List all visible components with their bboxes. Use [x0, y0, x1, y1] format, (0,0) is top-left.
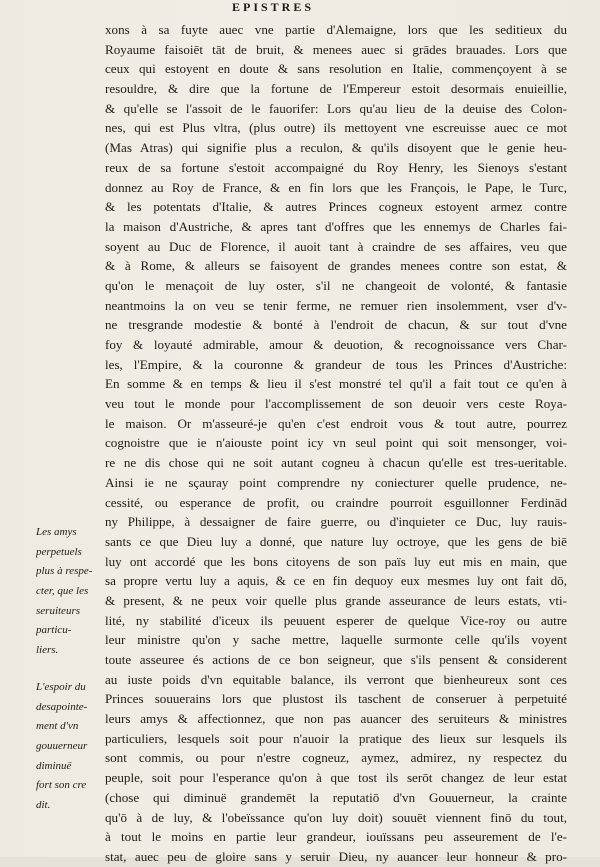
text-line: foy & loyauté admirable, amour & deuotion, & recognoissance vers Char- — [105, 337, 567, 352]
margin-note-line: cter, que les — [36, 585, 89, 598]
text-line: leurs amys & affectionnez, que non pas auancer des seruiteurs & ministres — [105, 711, 567, 727]
text-line: Princes souuerains lors que plustost ils taschent de conseruer à perpetuité — [105, 691, 567, 707]
text-line: Royaume faisoiēt tāt de bruit, & menees auec si grādes brauades. Lors que — [105, 41, 567, 57]
margin-note-line: dit. — [36, 798, 51, 811]
text-line: toute asseuree és actions de ce bon seigneur, que s'ils pensent & considerent — [105, 652, 567, 667]
text-line: cognoistre que ie n'aiouste point icy vn seul point qui soit mensonger, voi- — [105, 435, 567, 451]
text-line: ne tresgrande modestie & bonté à l'endroit de chacun, & sur tout d'vne — [105, 317, 567, 333]
text-line: (chose qui diminuë grandemēt la reputatiō d'vn Gouuerneur, la crainte — [105, 789, 567, 805]
margin-note-line: L'espoir du — [36, 680, 86, 693]
margin-notes — [36, 523, 102, 816]
text-line: re ne dis chose qui ne soit autant cogneu à chacun qu'elle est tres-ueritable. — [105, 455, 567, 471]
body-text — [105, 20, 567, 867]
margin-note-line: liers. — [36, 644, 59, 657]
text-line: luy ont accordé que les bons citoyens de son païs luy eut mis en main, que — [105, 553, 567, 569]
text-line: xons à sa fuyte auec vne partie d'Alemaigne, lors que les seditieux du — [105, 22, 567, 37]
margin-note-line: perpetuels — [36, 545, 82, 558]
text-line: (Mas Atras) qui signifie plus a reculon, & qu'ils disoyent que le genie heu- — [105, 140, 567, 156]
text-line: nes, qui est Plus vltra, (plus outre) ils mettoyent vne escreuisse auec ce mot — [105, 120, 567, 136]
margin-note-line: ment d'vn — [36, 720, 79, 733]
margin-note-line: desapointe- — [36, 700, 88, 713]
text-line: particuliers, lesquels soit pour n'auoir la pratique des lieux sur lesquels ils — [105, 730, 567, 746]
text-line: qu'ō à de luy, & l'obeïssance qu'on luy doit) souuēt viennent finō du tout, — [105, 809, 567, 825]
margin-note-line: gouuerneur — [36, 739, 88, 752]
text-line: cessité, ou esperance de profit, ou craindre pourroit esguillonner Ferdinād — [105, 494, 567, 510]
margin-note-line: Les amys — [36, 526, 77, 538]
text-line: lité, ny stabilité d'iceux ils peuuent esperer de quelque Vice-roy ou autre — [105, 612, 567, 628]
text-line: veu tout le monde pour l'accomplissement de son deuoir vers ceste Roya- — [105, 396, 567, 412]
text-line: & present, & ne peux voir quelle plus grande asseurance de leurs estats, vti- — [105, 592, 567, 608]
margin-note-line: particu- — [36, 624, 72, 637]
text-line: donnez au Roy de France, & en fin lors que les François, le Pape, le Turc, — [105, 179, 567, 195]
text-line: leur ministre qu'on y sache mettre, laquelle surmonte celle qu'ils voyent — [105, 632, 567, 648]
text-line: & à Rome, & alleurs se faisoyent de grandes menees contre son estat, & — [105, 258, 567, 274]
text-line: sont commis, ou pour n'estre cogneuz, aymez, admirez, ny respectez du — [105, 750, 567, 766]
text-line: resouldre, & dire que la fortune de l'Empereur estoit desormais enuieillie, — [105, 81, 567, 97]
text-line: reux de sa fortune s'estoit accompaigné du Roy Henry, les Sienoys s'estant — [105, 159, 567, 175]
text-line: ceux qui estoyent en doute & sans resolution en Italie, commençoyent à se — [105, 61, 567, 77]
margin-note-line: diminuë — [36, 759, 72, 772]
margin-gap — [36, 661, 102, 678]
text-line: & qu'elle se l'assoit de le fauorifer: Lors qu'au lieu de la deuise des Colon- — [105, 100, 567, 116]
running-title: EPISTRES — [232, 0, 315, 14]
text-line: En somme & en temps & lieu il s'est monstré tel qu'il a fait tout ce qu'en à — [105, 376, 567, 392]
text-line: Ainsi ie ne sçauray point comprendre ny coniecturer quelle prudence, ne- — [105, 474, 567, 490]
text-line: stat, auec peu de gloire sans y seruir Dieu, ny auancer leur honneur & pro- — [105, 848, 567, 864]
text-line: peuple, soit pour l'esperance qu'on à que tost ils serōt changez de leur estat — [105, 770, 567, 786]
margin-note-line: fort son cre — [36, 779, 87, 792]
text-line: la maison d'Austriche, & apres tant d'offres que les ennemys de Charles fai- — [105, 218, 567, 234]
text-line: sants ce que Dieu luy a donné, que nature luy octroye, que les gens de biē — [105, 533, 567, 549]
text-line: qu'on le menaçoit de luy oster, s'il ne changeoit de volonté, & fantasie — [105, 277, 567, 293]
text-line: soyent au Duc de Florence, il auoit tant à craindre de ses affaires, veu que — [105, 238, 567, 254]
text-line: & les potentats d'Italie, & autres Princes cogneux estoyent armez contre — [105, 199, 567, 215]
margin-note-line: plus à respe- — [36, 565, 93, 578]
margin-note-line: seruiteurs — [36, 604, 80, 617]
text-line: sa propre vertu luy a aquis, & ce en fin dequoy eux mesmes luy ont fait dō, — [105, 573, 567, 589]
text-line: au iuste poids d'vn equitable balance, ils verront que bienheureux sont ces — [105, 671, 567, 687]
text-line: le maison. Or m'asseuré-je qu'en c'est endroit vous & tout autre, pourrez — [105, 415, 567, 431]
text-line: ny Philippe, à dessaigner de faire guerre, ou d'inquieter ce Duc, luy rauis- — [105, 514, 567, 530]
text-line: les, l'Empire, & la couronne & grandeur de tous les Princes d'Austriche: — [105, 356, 567, 372]
text-line: à tout le moins en partie leur grandeur, iouïssans peu asseurement de l'e- — [105, 829, 567, 845]
text-line: neantmoins la on veu se tenir ferme, ne remuer rien insolemment, vser d'v- — [105, 297, 567, 313]
